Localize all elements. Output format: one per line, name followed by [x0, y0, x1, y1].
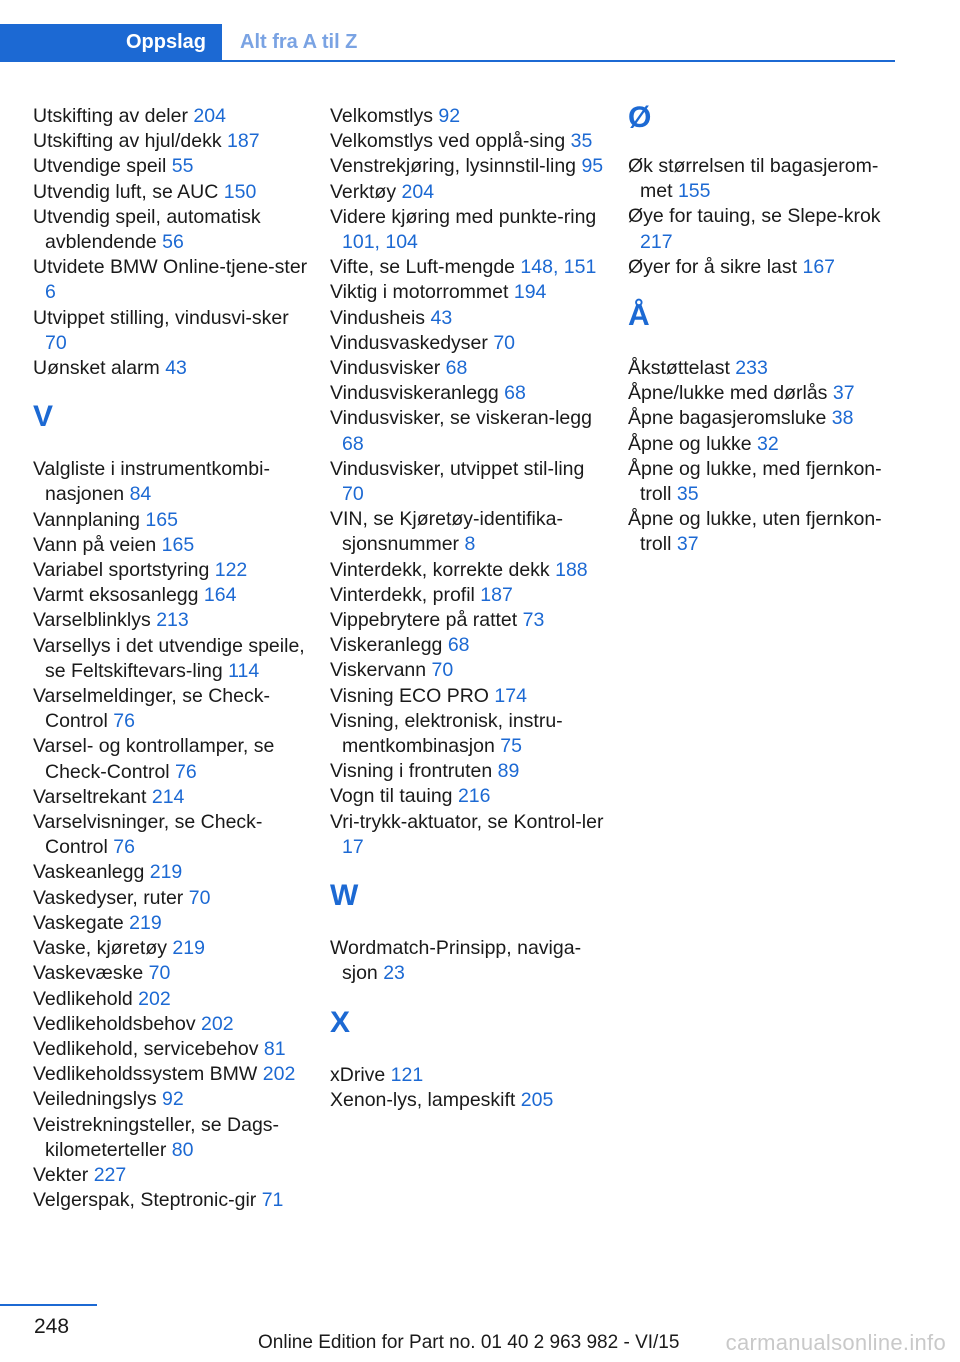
index-term: Vogn til tauing [330, 785, 458, 808]
page-reference-link[interactable]: 165 [145, 508, 178, 531]
page-reference-link[interactable]: 68 [447, 634, 470, 657]
index-entry [33, 1188, 313, 1213]
index-column-1 [33, 104, 313, 1213]
page-reference-link[interactable]: 150 [223, 180, 257, 203]
page-reference-link[interactable]: 148, 151 [520, 256, 597, 279]
index-term: Utvippet stilling, vindusvi-sker [33, 306, 289, 329]
index-entry [628, 204, 900, 254]
page-reference-link[interactable]: 70 [188, 886, 211, 909]
index-term: Vaskevæske [33, 962, 149, 985]
index-term: VIN, se Kjøretøy-identifika-sjonsnummer [330, 508, 563, 556]
index-column-2 [330, 104, 610, 1113]
page-reference-link[interactable]: 205 [520, 1088, 554, 1111]
page-reference-link[interactable]: 187 [480, 583, 513, 606]
index-entry [330, 558, 610, 583]
index-term: Utvendig luft, se AUC [33, 180, 224, 203]
page-reference-link[interactable]: 202 [138, 987, 171, 1010]
index-entry [628, 356, 900, 381]
page-reference-link[interactable]: 75 [500, 735, 522, 758]
page-reference-link[interactable]: 164 [203, 584, 237, 607]
index-entry [330, 936, 610, 986]
index-entry [330, 608, 610, 633]
index-term: Åpne og lukke, uten fjernkon-troll [628, 508, 882, 556]
index-term: Åkstøttelast [628, 357, 736, 380]
page-reference-link[interactable]: 217 [640, 230, 673, 253]
index-term: Varsel- og kontrollamper, se Check-Control [33, 735, 275, 783]
index-entry [628, 507, 900, 557]
index-term: Utvendige speil [33, 155, 172, 178]
index-entry [33, 987, 313, 1012]
index-entry [33, 457, 313, 507]
index-entry [330, 406, 610, 456]
page-number: 248 [34, 1315, 70, 1338]
index-term: Varsellys i det utvendige speile, se Feltskiftevars-ling [33, 634, 305, 682]
index-entry [628, 457, 900, 507]
index-term: Vaske, kjøretøy [33, 937, 173, 960]
index-entry [628, 381, 900, 406]
index-entry [330, 331, 610, 356]
page-reference-link[interactable]: 23 [383, 962, 405, 985]
index-term: Vaskedyser, ruter [33, 886, 189, 909]
index-entry [33, 508, 313, 533]
page-reference-link[interactable]: 37 [832, 382, 855, 405]
index-term: Vedlikehold, servicebehov [33, 1037, 264, 1060]
index-term: Velgerspak, Steptronic-gir [33, 1189, 262, 1212]
index-entry [330, 129, 610, 154]
index-entry [330, 457, 610, 507]
index-entry [330, 255, 610, 280]
page-reference-link[interactable]: 213 [156, 609, 189, 632]
page-reference-link[interactable]: 219 [149, 861, 183, 884]
index-term: Vifte, se Luft-mengde [330, 256, 521, 279]
index-entry [33, 810, 313, 860]
page-reference-link[interactable]: 167 [802, 255, 836, 278]
index-term: Vindusvisker, se viskeran-legg [330, 407, 592, 430]
index-term: Valgliste i instrumentkombi-nasjonen [33, 458, 270, 506]
page-reference-link[interactable]: 17 [342, 835, 364, 858]
index-entry [33, 886, 313, 911]
index-letter-heading: Å [628, 299, 650, 333]
index-entry [33, 785, 313, 810]
index-entry [330, 154, 610, 179]
page-reference-link[interactable]: 43 [165, 357, 187, 380]
index-term: Vippebrytere på rattet [330, 609, 523, 632]
index-term: Xenon-lys, lampeskift [330, 1088, 521, 1111]
page-reference-link[interactable]: 204 [193, 105, 226, 127]
page-reference-link[interactable]: 37 [676, 533, 699, 556]
page-reference-link[interactable]: 43 [430, 306, 453, 329]
page-reference-link[interactable]: 70 [493, 331, 516, 354]
index-term: Vinterdekk, profil [330, 583, 481, 606]
index-term: Vaskegate [33, 911, 130, 934]
page-reference-link[interactable]: 6 [45, 281, 56, 304]
index-entry [33, 961, 313, 986]
index-letter-heading: W [330, 879, 359, 913]
index-term: Velkomstlys ved opplå-sing [330, 130, 571, 153]
index-term: Varselblinklys [33, 609, 157, 632]
index-term: Åpne og lukke, med fjernkon-troll [628, 457, 882, 506]
index-entry [330, 104, 610, 129]
index-entry [33, 936, 313, 961]
page-reference-link[interactable]: 70 [342, 483, 364, 506]
index-letter-heading: V [33, 400, 54, 434]
index-entry [330, 1063, 610, 1088]
index-entry [330, 658, 610, 683]
index-term: Veiledningslys [33, 1088, 162, 1111]
page-reference-link[interactable]: 68 [445, 357, 468, 380]
index-term: Vekter [33, 1163, 94, 1186]
index-entry [628, 154, 900, 204]
index-term: Variabel sportstyring [33, 559, 215, 582]
index-term: Vedlikeholdsbehov [33, 1012, 202, 1035]
tab-oppslag[interactable]: Oppslag [0, 24, 222, 60]
watermark: carmanualsonline.info [725, 1330, 946, 1355]
index-entry [33, 1163, 313, 1188]
section-header [0, 24, 895, 62]
index-term: Videre kjøring med punkte-ring [330, 205, 597, 228]
index-letter-heading: Ø [628, 101, 652, 134]
index-entry [33, 1037, 313, 1062]
page-reference-link[interactable]: 122 [214, 559, 248, 582]
index-entry [33, 1012, 313, 1037]
index-term: Varmt eksosanlegg [33, 584, 204, 607]
index-entry [33, 104, 313, 129]
page-reference-link[interactable]: 35 [676, 483, 699, 506]
index-entry [33, 255, 313, 305]
index-entry [330, 356, 610, 381]
page-reference-link[interactable]: 70 [431, 659, 454, 682]
index-entry [330, 306, 610, 331]
index-entry [33, 734, 313, 784]
page-reference-link[interactable]: 73 [522, 609, 545, 632]
index-term: Utvendig speil, automatisk avblendende [33, 205, 261, 254]
index-term: Veistrekningsteller, se Dags-kilometerteller [33, 1113, 280, 1161]
page-reference-link[interactable]: 32 [757, 432, 779, 455]
index-term: Vindusheis [330, 306, 431, 329]
index-term: Utskifting av deler [33, 105, 194, 127]
index-entry [33, 583, 313, 608]
page-reference-link[interactable]: 219 [172, 937, 205, 960]
page-reference-link[interactable]: 71 [261, 1189, 284, 1212]
index-entry [330, 684, 610, 709]
page-reference-link[interactable]: 84 [129, 483, 152, 506]
page-reference-link[interactable]: 101, 104 [342, 231, 418, 254]
index-entry [33, 306, 313, 356]
page-reference-link[interactable]: 227 [93, 1163, 127, 1186]
index-entry [33, 558, 313, 583]
page-reference-link[interactable]: 38 [831, 407, 854, 430]
index-entry [33, 180, 313, 205]
index-term: Øk størrelsen til bagasjerom-met [628, 155, 879, 203]
index-entry [33, 1062, 313, 1087]
index-entry [33, 634, 313, 684]
index-entry [330, 381, 610, 406]
page-reference-link[interactable]: 70 [148, 962, 171, 985]
index-entry [33, 129, 313, 154]
index-term: Varseltrekant [33, 785, 152, 808]
page-reference-link[interactable]: 219 [129, 911, 162, 934]
page-reference-link[interactable]: 187 [227, 130, 260, 153]
index-term: Vindusvaskedyser [330, 331, 494, 354]
index-entry [33, 684, 313, 734]
index-entry [330, 1088, 610, 1113]
index-term: Verktøy [330, 180, 402, 203]
index-term: Viktig i motorrommet [330, 281, 514, 304]
page-reference-link[interactable]: 216 [457, 785, 491, 808]
index-entry [330, 180, 610, 205]
index-term: Vinterdekk, korrekte dekk [330, 558, 556, 581]
page-reference-link[interactable]: 8 [464, 533, 476, 556]
index-term: Vedlikeholdssystem BMW [33, 1063, 263, 1086]
page-reference-link[interactable]: 55 [171, 155, 194, 178]
page-reference-link[interactable]: 92 [438, 105, 461, 127]
page-reference-link[interactable]: 81 [263, 1037, 286, 1060]
index-term: Vindusviskeranlegg [330, 382, 505, 405]
index-term: Øye for tauing, se Slepe-krok [628, 205, 881, 228]
index-term: Varselvisninger, se Check-Control [33, 811, 263, 859]
index-entry [330, 507, 610, 557]
index-entry [33, 356, 313, 381]
page-reference-link[interactable]: 92 [162, 1088, 184, 1111]
page-reference-link[interactable]: 194 [513, 281, 547, 304]
index-term: Viskeranlegg [330, 634, 448, 657]
footer-rule [0, 1304, 97, 1306]
index-term: Visning i frontruten [330, 760, 498, 783]
index-entry [330, 784, 610, 809]
page-reference-link[interactable]: 121 [390, 1063, 424, 1086]
index-term: Venstrekjøring, lysinnstil-ling [330, 155, 582, 178]
index-term: Vedlikehold [33, 987, 139, 1010]
index-term: Øyer for å sikre last [628, 255, 803, 278]
index-term: Vindusvisker [330, 357, 446, 380]
index-entry [330, 709, 610, 759]
index-entry [330, 280, 610, 305]
index-entry [33, 1113, 313, 1163]
page-reference-link[interactable]: 165 [161, 533, 195, 556]
index-term: Velkomstlys [330, 105, 439, 127]
index-term: Visning, elektronisk, instru-mentkombinasjon [330, 709, 563, 758]
index-term: Vannplaning [33, 508, 146, 531]
page-reference-link[interactable]: 214 [151, 785, 185, 808]
page-reference-link[interactable]: 68 [504, 382, 526, 405]
index-term: Åpne/lukke med dørlås [628, 382, 833, 405]
index-entry [628, 255, 900, 280]
index-term: Vindusvisker, utvippet stil-ling [330, 457, 585, 480]
index-entry [330, 205, 610, 255]
page-reference-link[interactable]: 35 [570, 130, 593, 153]
page-reference-link[interactable]: 233 [735, 357, 768, 380]
index-entry [33, 911, 313, 936]
page-reference-link[interactable]: 89 [497, 760, 520, 783]
index-term: xDrive [330, 1063, 391, 1086]
page-reference-link[interactable]: 95 [581, 155, 604, 178]
index-term: Uønsket alarm [33, 357, 166, 380]
index-entry [628, 406, 900, 431]
index-term: Utskifting av hjul/dekk [33, 130, 228, 153]
page-reference-link[interactable]: 202 [201, 1012, 234, 1035]
index-letter-heading: X [330, 1005, 351, 1039]
index-entry [330, 810, 610, 860]
index-entry [628, 432, 900, 457]
index-entry [33, 608, 313, 633]
page-reference-link[interactable]: 80 [171, 1138, 194, 1161]
page-reference-link[interactable]: 76 [113, 710, 135, 733]
index-term: Vri-trykk-aktuator, se Kontrol-ler [330, 810, 604, 833]
page-reference-link[interactable]: 76 [113, 836, 135, 859]
index-entry [330, 583, 610, 608]
page-reference-link[interactable]: 114 [228, 659, 260, 682]
index-term: Åpne bagasjeromsluke [628, 407, 832, 430]
index-entry [33, 1087, 313, 1112]
index-entry [330, 759, 610, 784]
tab-alt-fra-a-til-z[interactable]: Alt fra A til Z [240, 31, 358, 53]
page-reference-link[interactable]: 68 [342, 432, 364, 455]
index-term: Visning ECO PRO [330, 684, 495, 707]
index-term: Åpne og lukke [628, 432, 758, 455]
index-term: Viskervann [330, 659, 432, 682]
page-reference-link[interactable]: 202 [262, 1063, 296, 1086]
index-term: Vaskeanlegg [33, 861, 150, 884]
edition-note: Online Edition for Part no. 01 40 2 963 982 - VI/15 [258, 1332, 680, 1353]
index-entry [33, 205, 313, 255]
index-entry [330, 633, 610, 658]
index-column-3 [628, 101, 900, 558]
index-term: Varselmeldinger, se Check-Control [33, 685, 270, 733]
page-reference-link[interactable]: 155 [677, 180, 711, 203]
page-reference-link[interactable]: 204 [401, 180, 435, 203]
index-entry [33, 860, 313, 885]
page-reference-link[interactable]: 70 [45, 331, 67, 354]
page-reference-link[interactable]: 76 [175, 760, 197, 783]
index-entry [33, 154, 313, 179]
index-term: Wordmatch-Prinsipp, naviga-sjon [330, 937, 582, 985]
index-term: Vann på veien [33, 533, 162, 556]
page-reference-link[interactable]: 188 [555, 558, 588, 581]
index-term: Utvidete BMW Online-tjene-ster [33, 256, 308, 279]
index-entry [33, 533, 313, 558]
page-reference-link[interactable]: 174 [494, 684, 527, 707]
page-reference-link[interactable]: 56 [162, 231, 184, 254]
